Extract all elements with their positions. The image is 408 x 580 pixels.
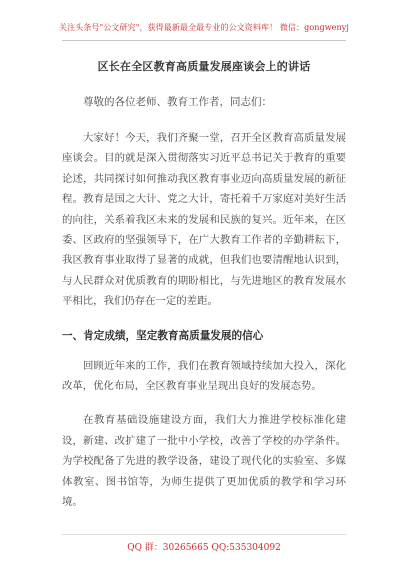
page-header: 关注头条号"公文研究"，获得最新最全最专业的公文资料库！ 微信：gongwenyj: [59, 23, 349, 32]
section-paragraph-2: 在教育基础设施建设方面，我们大力推进学校标准化建设，新建、改扩建了一批中小学校，改善了学校的办学条件。为学校配备了先进的教学设备，建设了现代化的实验室、多媒体教室、图书馆等，为师生提供了更加优质的教学和学习环境。: [62, 414, 346, 509]
section-heading: 一、肯定成绩，坚定教育高质量发展的信心: [62, 329, 264, 342]
footer-divider: [62, 534, 346, 535]
intro-paragraph: 大家好！今天，我们齐聚一堂，召开全区教育高质量发展座谈会。目的就是深入贯彻落实习近平总书记关于教育的重要论述，共同探讨如何推动我区教育事业迈向高质量发展的新征程。教育是国之大计、党之大计，寄托着千万家庭对美好生活的向往，关系着我区未来的发展和民族的复兴。近年来，在区委、区政府的坚强领导下，在广大教育工作者的辛勤耕耘下，我区教育事业取得了显著的成就，但我们也要清醒地认识到，与人民群众对优质教育的期盼相比，与先进地区的教育发展水平相比，我们仍存在一定的差距。: [62, 132, 346, 308]
document-title: 区长在全区教育高质量发展座谈会上的讲话: [97, 60, 311, 73]
salutation: 尊敬的各位老师、教育工作者，同志们：: [83, 96, 272, 108]
page-footer: QQ 群：30265665 QQ:535304092: [127, 543, 281, 553]
section-paragraph-1: 回顾近年来的工作，我们在教育领域持续加大投入，深化改革，优化布局，全区教育事业呈现出良好的发展态势。: [62, 359, 346, 393]
document-body: [62, 58, 346, 527]
header-divider: [62, 40, 346, 41]
